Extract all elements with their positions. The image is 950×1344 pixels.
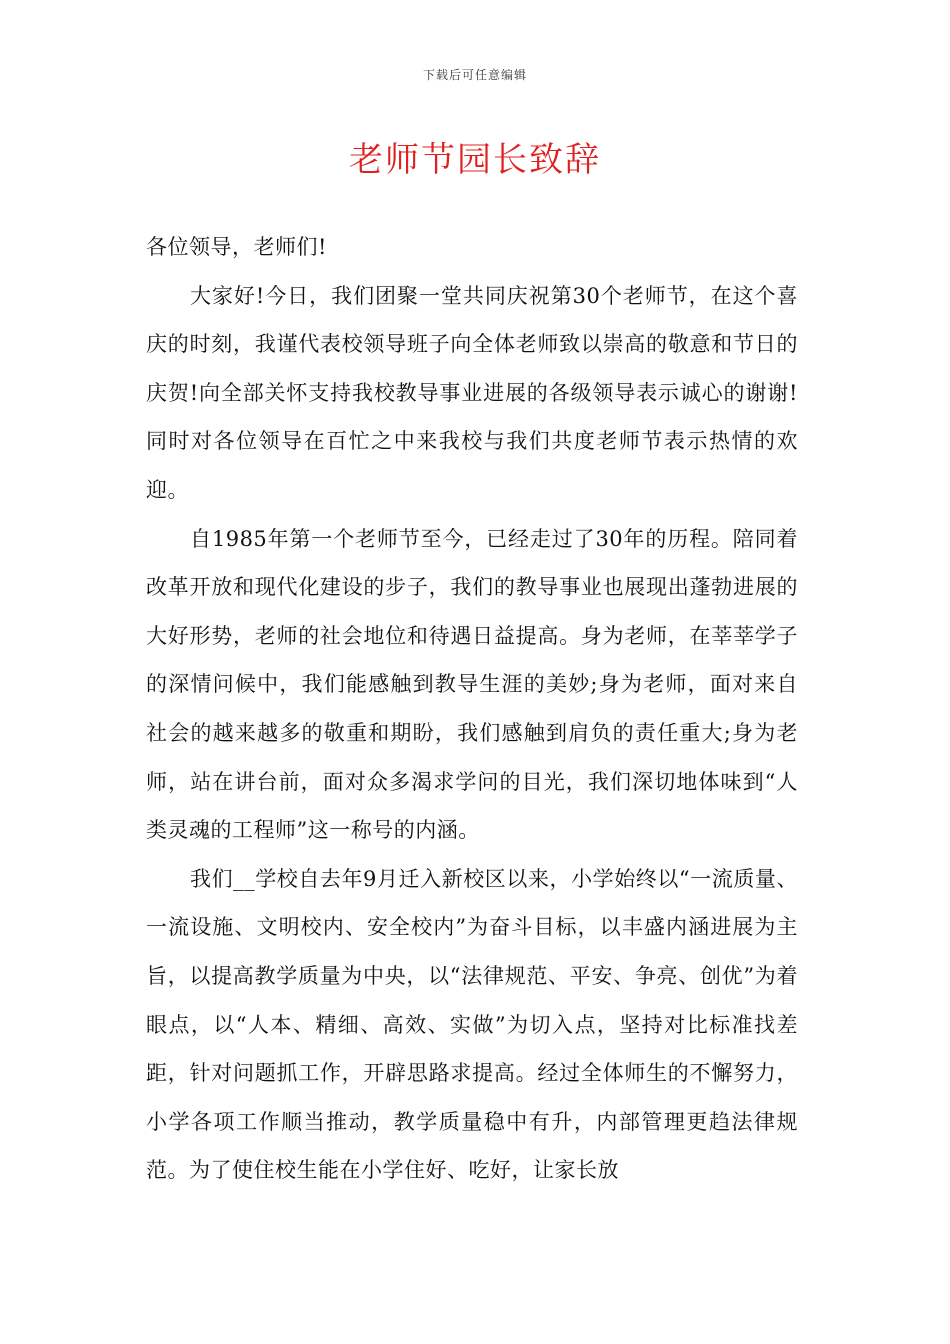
document-title: 老师节园长致辞 — [349, 140, 601, 180]
paragraph-greeting: 大家好!今日，我们团聚一堂共同庆祝第30个老师节，在这个喜庆的时刻，我谨代表校领导班子向全体老师致以崇高的敬意和节日的庆贺!向全部关怀支持我校教导事业进展的各级领导表示诚心的谢谢!同时对各位领导在百忙之中来我校与我们共度老师节表示热情的欢迎。 — [146, 283, 798, 502]
salutation: 各位领导，老师们! — [146, 235, 327, 259]
document-body — [146, 223, 798, 1195]
paragraph-history: 自1985年第一个老师节至今，已经走过了30年的历程。陪同着改革开放和现代化建设的步子，我们的教导事业也展现出蓬勃进展的大好形势，老师的社会地位和待遇日益提高。身为老师，在莘莘学子的深情问候中，我们能感触到教导生涯的美妙;身为老师，面对来自社会的越来越多的敬重和期盼，我们感触到肩负的责任重大;身为老师，站在讲台前，面对众多渴求学问的目光，我们深切地体味到“人类灵魂的工程师”这一称号的内涵。 — [146, 526, 798, 843]
paragraph-school: 我们__学校自去年9月迁入新校区以来，小学始终以“一流质量、一流设施、文明校内、安全校内”为奋斗目标，以丰盛内涵进展为主旨，以提高教学质量为中央，以“法律规范、平安、争亮、创优”为着眼点，以“人本、精细、高效、实做”为切入点，坚持对比标准找差距，针对问题抓工作，开辟思路求提高。经过全体师生的不懈努力，小学各项工作顺当推动，教学质量稳中有升，内部管理更趋法律规范。为了使住校生能在小学住好、吃好，让家长放 — [146, 866, 798, 1183]
header-note: 下载后可任意编辑 — [422, 68, 527, 82]
